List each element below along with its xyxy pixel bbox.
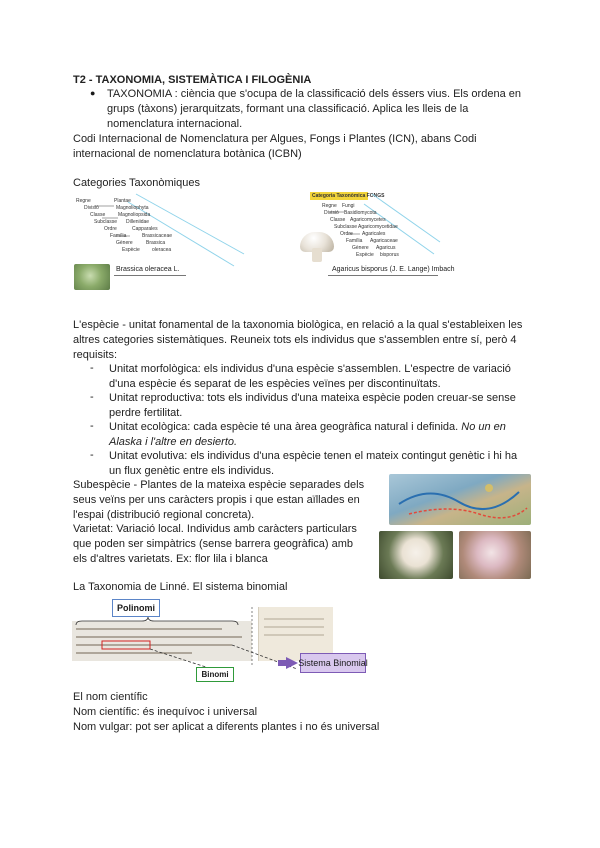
fungi-value-2: Basidiomycota (344, 210, 377, 216)
codi-line-2: internacional de nomenclatura botànica (ICBN) (73, 148, 302, 160)
plant-rank-5: Ordre (104, 226, 117, 232)
requisit-1-line-2: d'una espècie és separat de les espècies veïnes per discontinuïtats. (109, 378, 441, 390)
page-title: T2 - TAXONOMIA, SISTEMÀTICA I FILOGÈNIA (73, 74, 312, 86)
fungi-rank-8: Espècie (356, 252, 374, 258)
mushroom-image (300, 230, 334, 262)
dash-1: - (90, 362, 94, 374)
lilac-flower-image (459, 531, 531, 579)
binomi-box (196, 667, 234, 682)
requisit-2-line-2: perdre fertilitat. (109, 407, 183, 419)
fungi-value-4: Agaricomycetidae (358, 224, 398, 230)
fungi-banner-text: Categoria Taxonòmica FONGS (312, 193, 385, 199)
requisit-4-line-2: un flux genètic entre els individus. (109, 465, 275, 477)
requisit-3-italic: No un en (461, 421, 506, 433)
map-overlay (389, 474, 531, 525)
bullet-dot: ● (90, 88, 96, 98)
linne-heading: La Taxonomia de Linné. El sistema binomial (73, 581, 288, 593)
plant-value-5: Capparales (132, 226, 158, 232)
subespecie-line-1: Subespècie - Plantes de la mateixa espècie separades dels (73, 479, 365, 491)
dash-4: - (90, 449, 94, 461)
white-flower-image (379, 531, 453, 579)
plant-value-4: Dilleniidae (126, 219, 150, 225)
subespecie-line-3: l'espai (distribució regional concreta). (73, 509, 255, 521)
sistema-binomial-box (300, 653, 366, 673)
plant-rank-2: Divisió (84, 205, 99, 211)
nom-line-3: Nom vulgar: pot ser aplicat a diferents plantes i no és universal (73, 721, 380, 733)
requisit-3-line-2: Alaska i l'altre en desierto. (109, 436, 238, 448)
fungi-value-7: Agaricus (376, 245, 396, 251)
fungi-rank-1: Regne (322, 203, 337, 209)
fungi-species-label: Agaricus bisporus (J. E. Lange) Imbach (332, 266, 455, 273)
fungi-label-underline (328, 275, 438, 276)
sistema-binomial-label: Sistema Binomial (298, 658, 368, 668)
plant-value-8: oleracea (152, 247, 172, 253)
requisit-2-line-1: Unitat reproductiva: tots els individus d'una mateixa espècie poden creuar-se sense (109, 392, 516, 404)
fungi-rank-6: Família (346, 238, 363, 244)
fungi-rank-2: Divisió (324, 210, 339, 216)
distribution-map-image (389, 474, 531, 525)
plant-rank-3: Classe (90, 212, 106, 218)
plant-rank-4: Subclasse (94, 219, 118, 225)
requisit-3-line-1 (109, 420, 506, 435)
plant-rank-1: Regne (76, 198, 91, 204)
taxonomia-line-2: grups (tàxons) jerarquitzats, formant una classificació. Aplica les lleis de la (107, 103, 469, 115)
binomial-figure (72, 597, 367, 685)
taxonomia-line-3: nomenclatura internacional. (107, 118, 243, 130)
plant-species-label: Brassica oleracea L. (116, 266, 180, 273)
dash-3: - (90, 420, 94, 432)
categories-heading: Categories Taxonòmiques (73, 177, 200, 189)
fungi-value-1: Fungi (342, 203, 355, 209)
fungi-value-3: Agaricomycetes (350, 217, 386, 223)
nom-line-2: Nom científic: és inequívoc i universal (73, 706, 258, 718)
plant-label-underline (114, 275, 186, 276)
fungi-value-5: Agaricales (362, 231, 386, 237)
varietat-line-1: Varietat: Variació local. Individus amb caràcters particulars (73, 523, 357, 535)
plant-rank-6: Família (110, 233, 127, 239)
subespecie-line-2: seus veïns per uns caràcters propis i que estan aïllades en (73, 494, 360, 506)
fungi-value-8: bisporus (380, 252, 399, 258)
taxonomy-figure-plants (66, 192, 246, 300)
especie-line-2: altres categories sistemàtiques. Reuneix tots els individus que s'assemblen entre sí, però 4 (73, 334, 517, 346)
fungi-value-6: Agaricaceae (370, 238, 398, 244)
taxonomy-figure-fungi (294, 190, 455, 300)
especie-line-1: L'espècie - unitat fonamental de la taxonomia biològica, en relació a la qual s'estableixen les (73, 319, 523, 331)
plant-value-3: Magnoliopsida (118, 212, 151, 218)
fungi-rank-3: Classe (330, 217, 346, 223)
plant-value-7: Brassica (146, 240, 166, 246)
taxonomia-line-1: TAXONOMIA : ciència que s'ocupa de la classificació dels éssers vius. Els ordena en (107, 88, 521, 100)
plant-rank-7: Gènere (116, 240, 133, 246)
plant-value-6: Brassicaceae (142, 233, 173, 239)
requisit-4-line-1: Unitat evolutiva: els individus d'una espècie tenen el mateix contingut genètic i hi ha (109, 450, 518, 462)
polinomi-box (112, 599, 160, 617)
dash-2: - (90, 391, 94, 403)
especie-line-3: requisits: (73, 349, 118, 361)
requisit-3-text: Unitat ecològica: cada espècie té una àrea geogràfica natural i definida. (109, 421, 459, 433)
cabbage-image (74, 264, 110, 290)
fungi-rank-4: Subclasse (334, 224, 358, 230)
fungi-rank-7: Gènere (352, 245, 369, 251)
plant-value-1: Plantae (114, 198, 131, 204)
requisit-1-line-1: Unitat morfològica: els individus d'una espècie s'assemblen. L'espectre de variació (109, 363, 511, 375)
polinomi-label: Polinomi (117, 603, 155, 613)
binomi-label: Binomi (201, 670, 229, 679)
codi-line-1: Codi Internacional de Nomenclatura per Algues, Fongs i Plantes (ICN), abans Codi (73, 133, 477, 145)
varietat-line-2: que poden ser simpàtrics (sense barrera geogràfica) amb (73, 538, 354, 550)
varietat-line-3: els d'altres varietats. Ex: flor lila i blanca (73, 553, 268, 565)
nom-line-1: El nom científic (73, 691, 148, 703)
plant-rank-8: Espècie (122, 247, 140, 253)
plant-value-2: Magnoliophyta (116, 205, 149, 211)
fungi-rank-5: Ordre (340, 231, 353, 237)
